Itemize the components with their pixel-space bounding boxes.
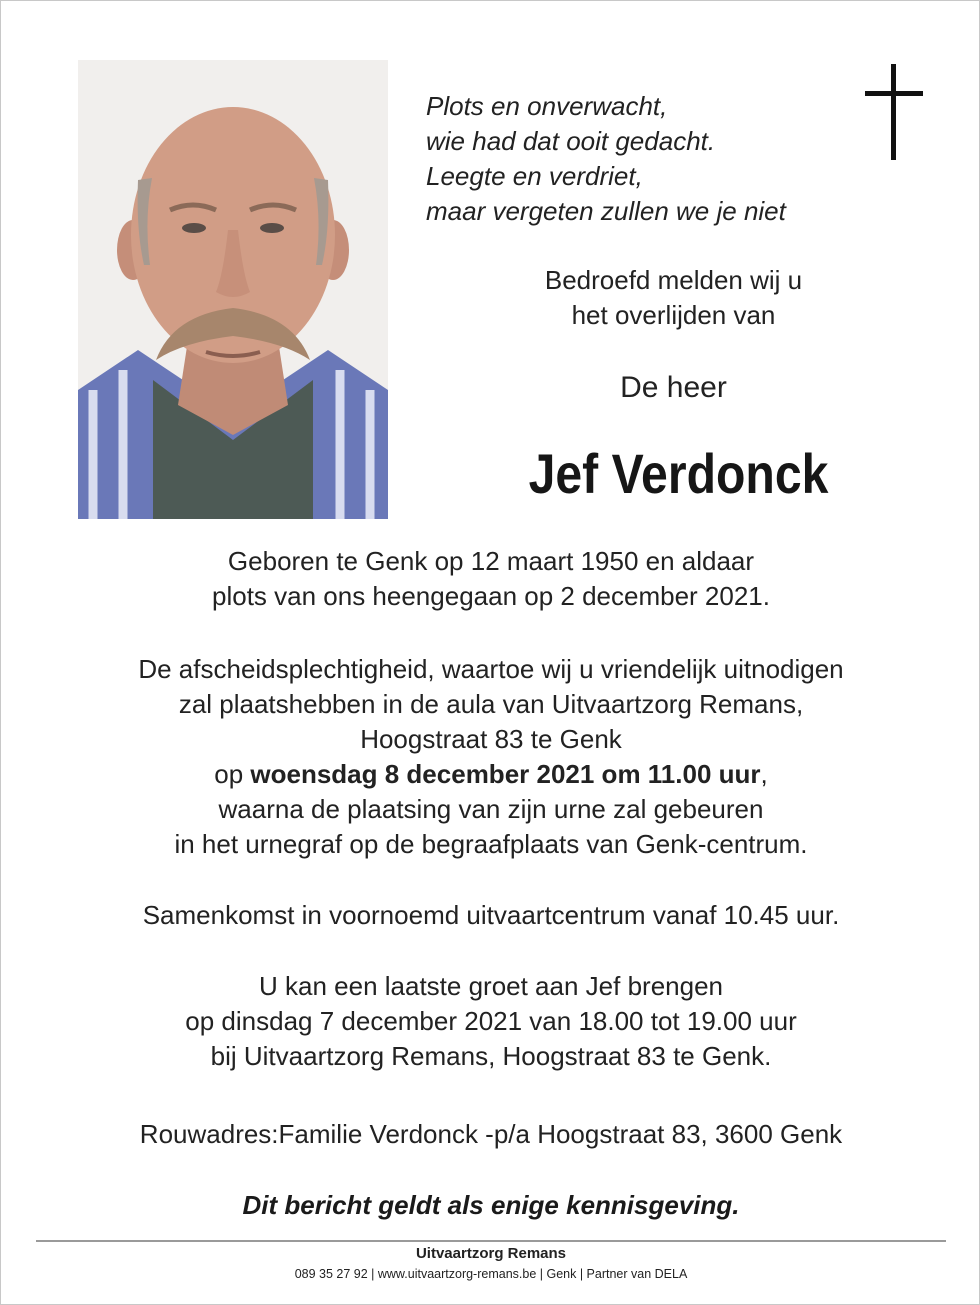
announcement: [461, 263, 886, 333]
birth-death-line: Geboren te Genk op 12 maart 1950 en aldaar: [227, 546, 755, 576]
viewing-line: op dinsdag 7 december 2021 van 18.00 tot 19.00 uur: [185, 1006, 797, 1036]
cross-icon: [865, 64, 923, 160]
portrait-photo: [78, 60, 388, 519]
footer-divider: [36, 1240, 946, 1242]
honorific: De heer: [620, 371, 727, 404]
birth-death-line: plots van ons heengegaan op 2 december 2021.: [212, 581, 770, 611]
gathering-line: Samenkomst in voornoemd uitvaartcentrum vanaf 10.45 uur.: [142, 900, 840, 930]
footer-contact-info: 089 35 27 92 | www.uitvaartzorg-remans.be | Genk | Partner van DELA: [294, 1267, 688, 1281]
ceremony-date-suffix: ,: [760, 759, 768, 789]
ceremony-line: Hoogstraat 83 te Genk: [360, 724, 622, 754]
birth-death-info: [31, 544, 951, 614]
poem-line: Plots en onverwacht,: [426, 91, 668, 121]
poem-line: maar vergeten zullen we je niet: [426, 196, 786, 226]
gathering-info: [31, 898, 951, 933]
ceremony-date: woensdag 8 december 2021 om 11.00 uur: [250, 759, 761, 789]
viewing-info: [31, 969, 951, 1074]
footer-company: Uitvaartzorg Remans: [415, 1245, 567, 1262]
announcement-line: het overlijden van: [571, 300, 776, 330]
ceremony-line: De afscheidsplechtigheid, waartoe wij u vriendelijk uitnodigen: [138, 654, 844, 684]
ceremony-line: zal plaatshebben in de aula van Uitvaartzorg Remans,: [178, 689, 804, 719]
deceased-name: Jef Verdonck: [528, 442, 829, 505]
poem: [426, 89, 866, 229]
ceremony-date-line: [31, 757, 951, 792]
ceremony-info: [31, 652, 951, 862]
mourning-address-line: Rouwadres:Familie Verdonck -p/a Hoogstraat 83, 3600 Genk: [139, 1119, 843, 1149]
poem-line: Leegte en verdriet,: [426, 161, 643, 191]
viewing-line: bij Uitvaartzorg Remans, Hoogstraat 83 te Genk.: [210, 1041, 772, 1071]
viewing-line: U kan een laatste groet aan Jef brengen: [259, 971, 723, 1001]
announcement-line: Bedroefd melden wij u: [544, 265, 803, 295]
poem-line: wie had dat ooit gedacht.: [426, 126, 716, 156]
ceremony-line: in het urnegraf op de begraafplaats van Genk-centrum.: [174, 829, 808, 859]
ceremony-date-prefix: op: [214, 759, 251, 789]
notice-statement: Dit bericht geldt als enige kennisgeving.: [242, 1190, 740, 1220]
mourning-address: [31, 1117, 951, 1152]
portrait-illustration: [78, 60, 388, 519]
ceremony-line: waarna de plaatsing van zijn urne zal gebeuren: [218, 794, 764, 824]
